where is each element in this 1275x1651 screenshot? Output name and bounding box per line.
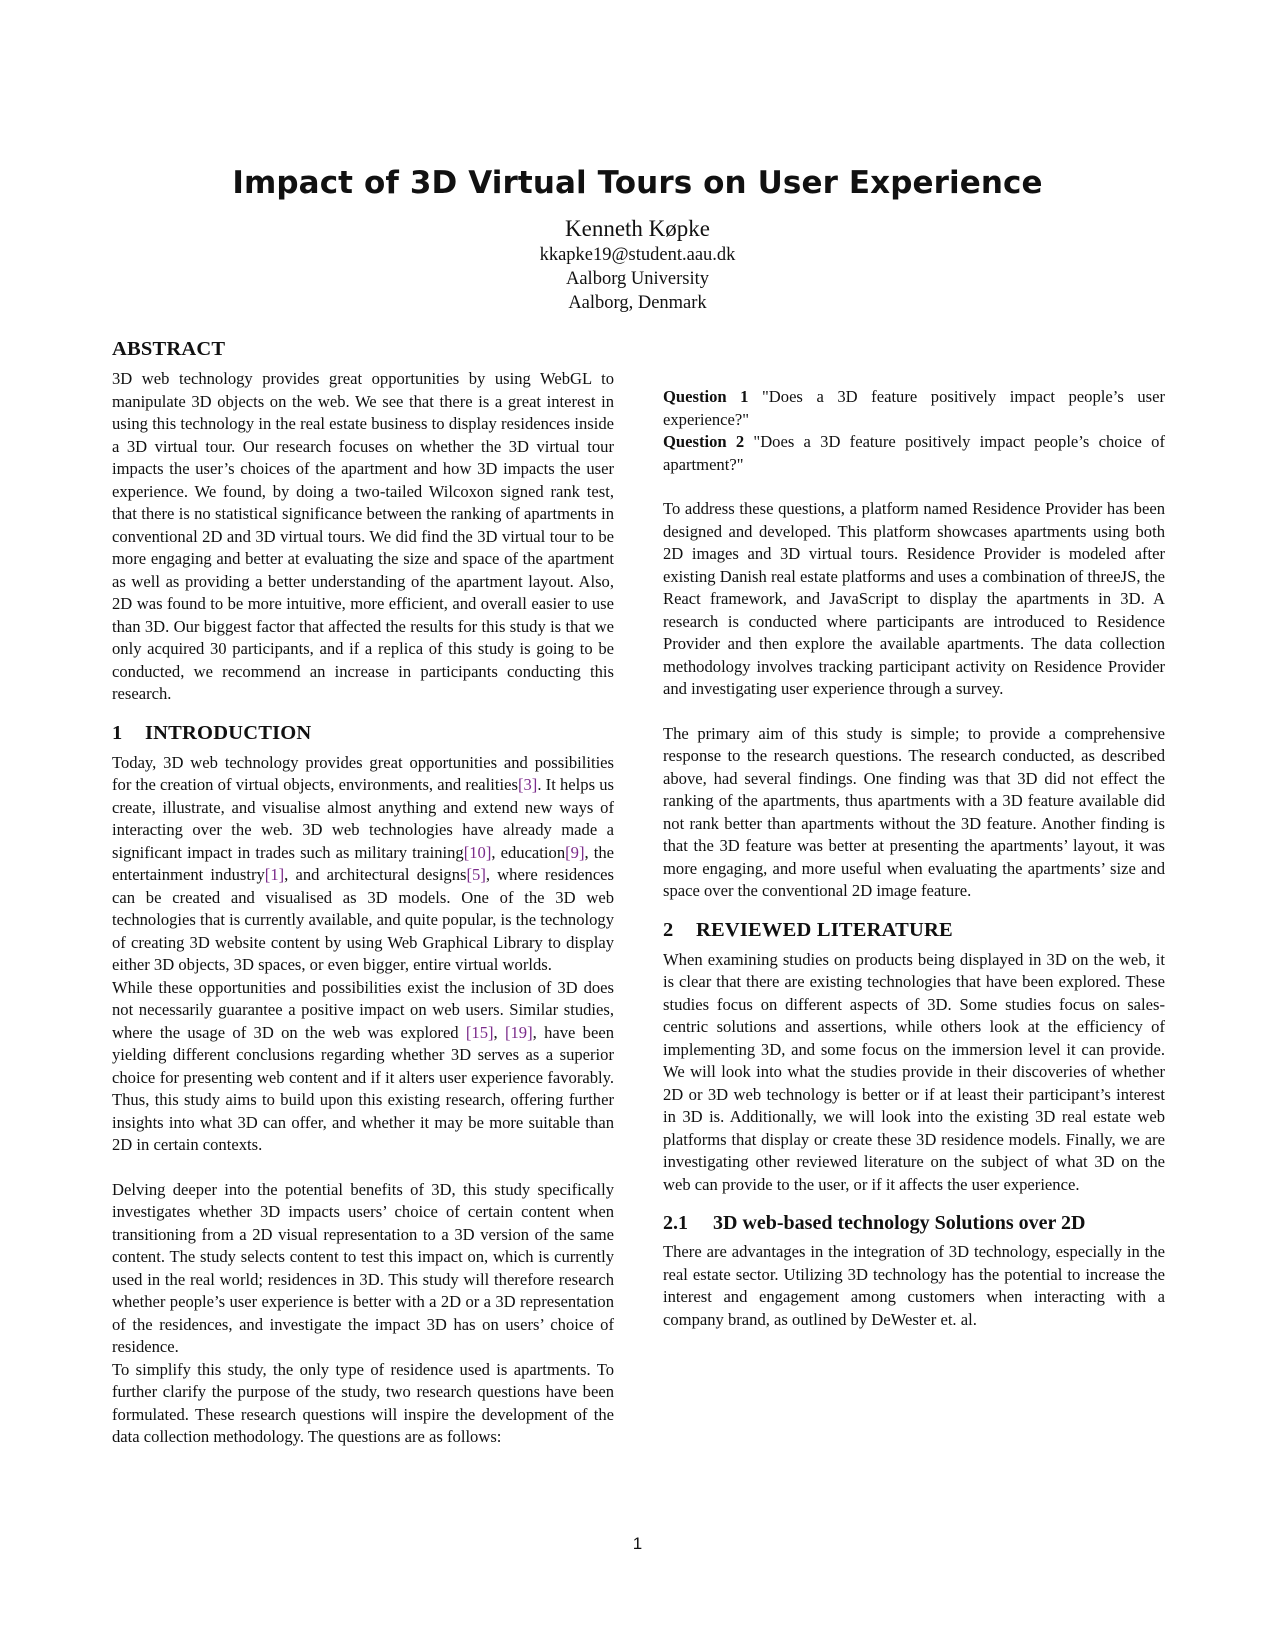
subsection-heading [663,1210,1165,1236]
subsection-number: 2.1 [663,1212,688,1234]
intro-paragraph-5: To address these questions, a platform named Residence Provider has been designed and developed. This platform showcases apartments using both 2D images and 3D virtual tours. Residence Provider is modeled after existing Danish real estate platforms and uses a combination of threeJS, the React framework, and JavaScript to display the apartments in 3D. A research is conducted where participants are introduced to Residence Provider and then explore the available apartments. The data collection methodology involves tracking participant activity on Residence Provider and investigating user experience through a survey. [663,499,1165,698]
subsection-title: 3D web-based technology Solutions over 2D [713,1212,1086,1234]
section-literature-heading [663,917,1165,943]
text-run: , [493,1022,505,1042]
research-question-1 [663,386,1165,431]
text-run: , where residences can be created and visualised as 3D models. One of the 3D web technologies that is currently available, and quite popular, is the technology of creating 3D website content by using Web Graphical Library to display either 3D objects, 3D spaces, or even bigger, entire virtual worlds. [112,865,615,974]
citation-link[interactable]: [15] [465,1022,494,1042]
citation-link[interactable]: [3] [517,775,538,794]
section-number: 1 [112,721,123,744]
text-run: . It helps us create, illustrate, and visualise almost anything and extend new ways of interacting over the web. 3D web technologies have already made a significant impact in trades such as military training [112,775,614,862]
intro-paragraph-6: The primary aim of this study is simple; to provide a comprehensive response to the research questions. The research conducted, as described above, had several findings. One finding was that 3D did not effect the ranking of the apartments, thus apartments with a 3D feature available did not rank better than apartments without the 3D feature. Another finding is that the 3D feature was better at presenting the apartments’ layout, it was more engaging, and more useful when evaluating the apartments’ size and space over the conventional 2D image feature. [663,723,1165,900]
citation-link[interactable]: [9] [565,842,585,862]
citation-link[interactable]: [10] [463,842,492,862]
subsection-paragraph-1: There are advantages in the integration of 3D technology, especially in the real estate sector. Utilizing 3D technology has the potential to increase the interest and engagement among customers when interacting with a company brand, as outlined by DeWester et. al. [663,1242,1165,1329]
research-question-2 [663,431,1165,476]
intro-paragraph-4: To simplify this study, the only type of residence used is apartments. To further clarify the purpose of the study, two research questions have been formulated. These research questions will inspire the development of the data collection methodology. The questions are as follows: [112,1359,614,1446]
section-title: REVIEWED LITERATURE [696,918,953,941]
author-institution: Aalborg University [565,269,709,289]
citation-link[interactable]: [19] [504,1022,533,1042]
text-run: , education [491,842,566,862]
section-number: 2 [663,918,674,941]
literature-paragraph-1: When examining studies on products being displayed in 3D on the web, it is clear that there are existing technologies that have been explored. These studies focus on different aspects of 3D. Some studies focus on sales-centric solutions and assertions, while others look at the efficiency of implementing 3D, and some focus on the immersion level it can provide. We will look into what the studies provide in their discoveries of whether 2D or 3D web technology is better or if at least their participant’s interest in 3D is. Additionally, we will look into the existing 3D real estate web platforms that display or create these 3D residence models. Finally, we are investigating other reviewed literature on the subject of what 3D on the web can provide to the user, or if it affects the user experience. [663,949,1165,1194]
question-text: "Does a 3D feature positively impact people’s choice of apartment?" [663,432,1165,474]
right-column [663,332,1165,1449]
abstract-heading: ABSTRACT [112,338,226,360]
text-run: Today, 3D web technology provides great opportunities and possibilities for the creation of virtual objects, environments, and realities [112,752,614,794]
section-title: INTRODUCTION [145,721,312,744]
text-run: , have been yielding different conclusions regarding whether 3D serves as a superior choice for presenting web content and if it alters user experience favorably. Thus, this study aims to build upon this existing research, offering further insights into what 3D can offer, and whether it may be more suitable than 2D in certain contexts. [112,1022,615,1154]
author-location: Aalborg, Denmark [568,293,707,313]
citation-link[interactable]: [5] [466,865,486,884]
left-column [112,338,615,1449]
citation-link[interactable]: [1] [264,865,285,884]
page-number: 1 [632,1534,643,1553]
abstract-text: 3D web technology provides great opportunities by using WebGL to manipulate 3D objects on the web. We see that there is a great interest in using this technology in the real estate business to display residences inside a 3D virtual tour. Our research focuses on whether the 3D virtual tour impacts the user’s choices of the apartment and how 3D impacts the user experience. We found, by doing a two-tailed Wilcoxon signed rank test, that there is no statistical significance between the ranking of apartments in conventional 2D and 3D virtual tours. We did find the 3D virtual tour to be more engaging and better at evaluating the size and space of the apartment as well as providing a better understanding of the apartment layout. Also, 2D was found to be more intuitive, more efficient, and overall easier to use than 3D. Our biggest factor that affected the results for this study is that we only acquired 30 participants, and if a replica of this study is going to be conducted, we recommend an increase in participants conducting this research. [112,369,614,703]
question-label: Question 1 [663,387,749,406]
paper-title: Impact of 3D Virtual Tours on User Experience [232,165,1043,201]
section-introduction-heading [112,720,614,746]
text-run: , the entertainment industry [112,842,614,884]
question-label: Question 2 [663,432,745,451]
question-text: "Does a 3D feature positively impact people’s user experience?" [663,387,1165,429]
text-run: While these opportunities and possibilities exist the inclusion of 3D does not necessarily guarantee a positive impact on web users. Similar studies, where the usage of 3D on the web was explored [112,977,614,1042]
author-email: kkapke19@student.aau.dk [539,245,736,265]
text-run: , and architectural designs [284,865,467,884]
author-name: Kenneth Køpke [565,216,710,241]
intro-paragraph-2 [112,977,614,1157]
intro-paragraph-1 [112,752,614,977]
author-block [0,215,1275,315]
two-column-body [112,338,1165,1449]
intro-paragraph-3: Delving deeper into the potential benefits of 3D, this study specifically investigates whether 3D impacts users’ choice of certain content when transitioning from a 2D visual representation to a 3D version of the same content. The study selects content to test this impact on, which is currently used in the real world; residences in 3D. This study will therefore research whether people’s user experience is better with a 2D or a 3D representation of the residences, and investigate the impact 3D has on users’ choice of residence. [112,1179,614,1356]
